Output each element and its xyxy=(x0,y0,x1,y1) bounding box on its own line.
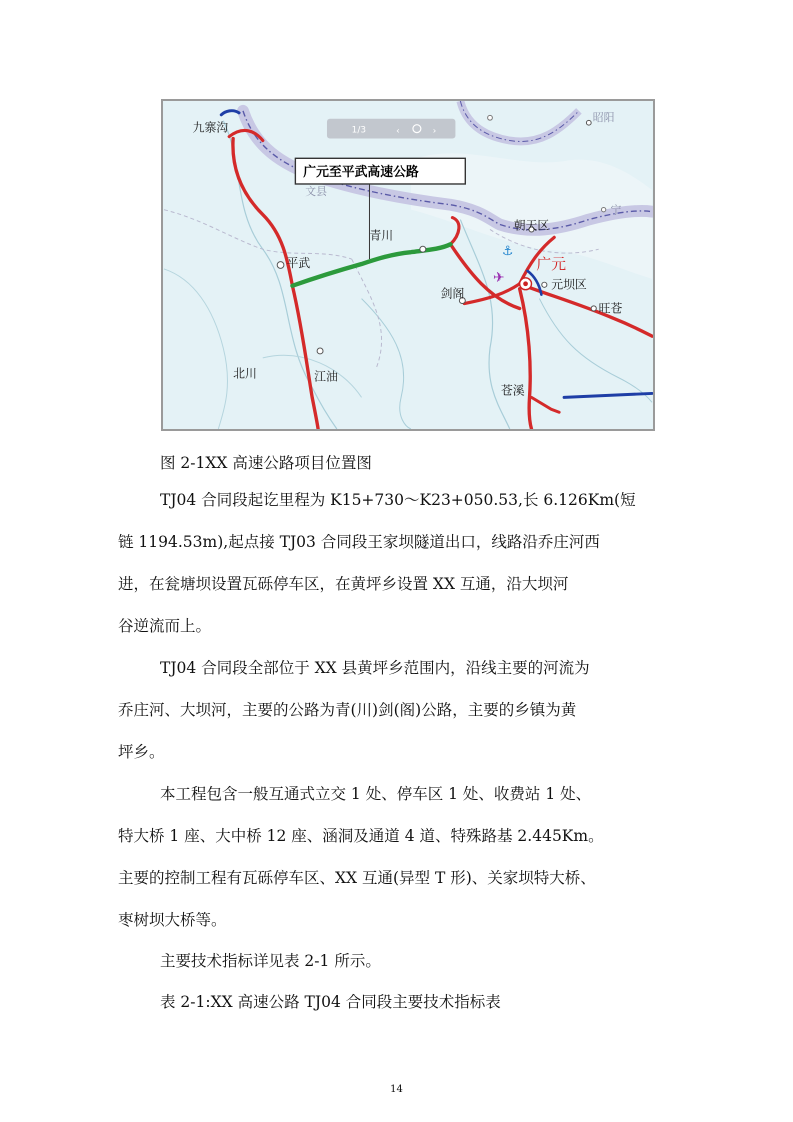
paragraph-3-line-4: 枣树坝大桥等。 xyxy=(118,911,227,929)
city-marker xyxy=(586,120,591,125)
city-marker xyxy=(591,306,596,311)
location-map xyxy=(161,99,655,431)
paragraph-4: 主要技术指标详见表 2-1 所示。 xyxy=(160,952,381,970)
label-jiuzhaigou: 九寨沟 xyxy=(192,120,229,135)
map-svg xyxy=(163,101,653,429)
paragraph-2-line-2: 乔庄河、大坝河，主要的公路为青(川)剑(阁)公路，主要的乡镇为黄 xyxy=(118,701,577,719)
label-yuanba: 元坝区 xyxy=(551,277,587,292)
label-jiange: 剑阁 xyxy=(440,286,465,301)
city-marker xyxy=(277,262,284,269)
port-icon: ⚓ xyxy=(501,244,514,260)
paragraph-1-line-2: 链 1194.53m),起点接 TJ03 合同段王家坝隧道出口，线路沿乔庄河西 xyxy=(118,533,600,551)
paragraph-1-line-4: 谷逆流而上。 xyxy=(118,617,212,635)
page-number: 14 xyxy=(390,1084,403,1095)
label-ning: 宁 xyxy=(610,203,622,217)
label-zhaohua: 昭阳 xyxy=(592,110,615,124)
figure-caption: 图 2-1XX 高速公路项目位置图 xyxy=(160,454,372,472)
city-marker xyxy=(317,348,323,354)
town-marker xyxy=(601,208,605,212)
label-jiangyou: 江油 xyxy=(314,369,338,384)
capital-marker-dot xyxy=(523,281,528,286)
label-guangyuan: 广元 xyxy=(536,255,567,273)
table-title: 表 2-1:XX 高速公路 TJ04 合同段主要技术指标表 xyxy=(160,993,501,1011)
label-wangcang: 旺苍 xyxy=(598,301,623,316)
label-qingchuan: 青川 xyxy=(369,228,394,243)
label-cangxi: 苍溪 xyxy=(500,383,525,398)
label-beichuan: 北川 xyxy=(233,366,257,381)
city-marker xyxy=(420,246,426,252)
label-wenxian: 文县 xyxy=(305,184,327,198)
callout-text: 广元至平武高速公路 xyxy=(303,165,419,181)
pager-prev-icon[interactable]: ‹ xyxy=(396,126,400,137)
city-marker xyxy=(542,282,547,287)
paragraph-1-line-3: 进，在瓮塘坝设置瓦砾停车区，在黄坪乡设置 XX 互通，沿大坝河 xyxy=(118,575,569,593)
paragraph-3-line-2: 特大桥 1 座、大中桥 12 座、涵洞及通道 4 道、特殊路基 2.445Km。 xyxy=(118,827,604,845)
label-chaotian: 朝天区 xyxy=(513,218,550,233)
airport-icon: ✈ xyxy=(492,269,505,286)
paragraph-1-line-1: TJ04 合同段起讫里程为 K15+730～K23+050.53,长 6.126Km(短 xyxy=(160,491,636,509)
paragraph-2-line-3: 坪乡。 xyxy=(118,743,165,761)
town-marker xyxy=(488,115,493,120)
pager-text: 1/3 xyxy=(351,125,366,136)
paragraph-2-line-1: TJ04 合同段全部位于 XX 县黄坪乡范围内，沿线主要的河流为 xyxy=(160,659,590,677)
paragraph-3-line-3: 主要的控制工程有瓦砾停车区、XX 互通(异型 T 形)、关家坝特大桥、 xyxy=(118,869,596,887)
label-pingwu: 平武 xyxy=(286,255,311,270)
pager-next-icon[interactable]: › xyxy=(432,126,437,137)
paragraph-3-line-1: 本工程包含一般互通式立交 1 处、停车区 1 处、收费站 1 处、 xyxy=(160,785,592,803)
